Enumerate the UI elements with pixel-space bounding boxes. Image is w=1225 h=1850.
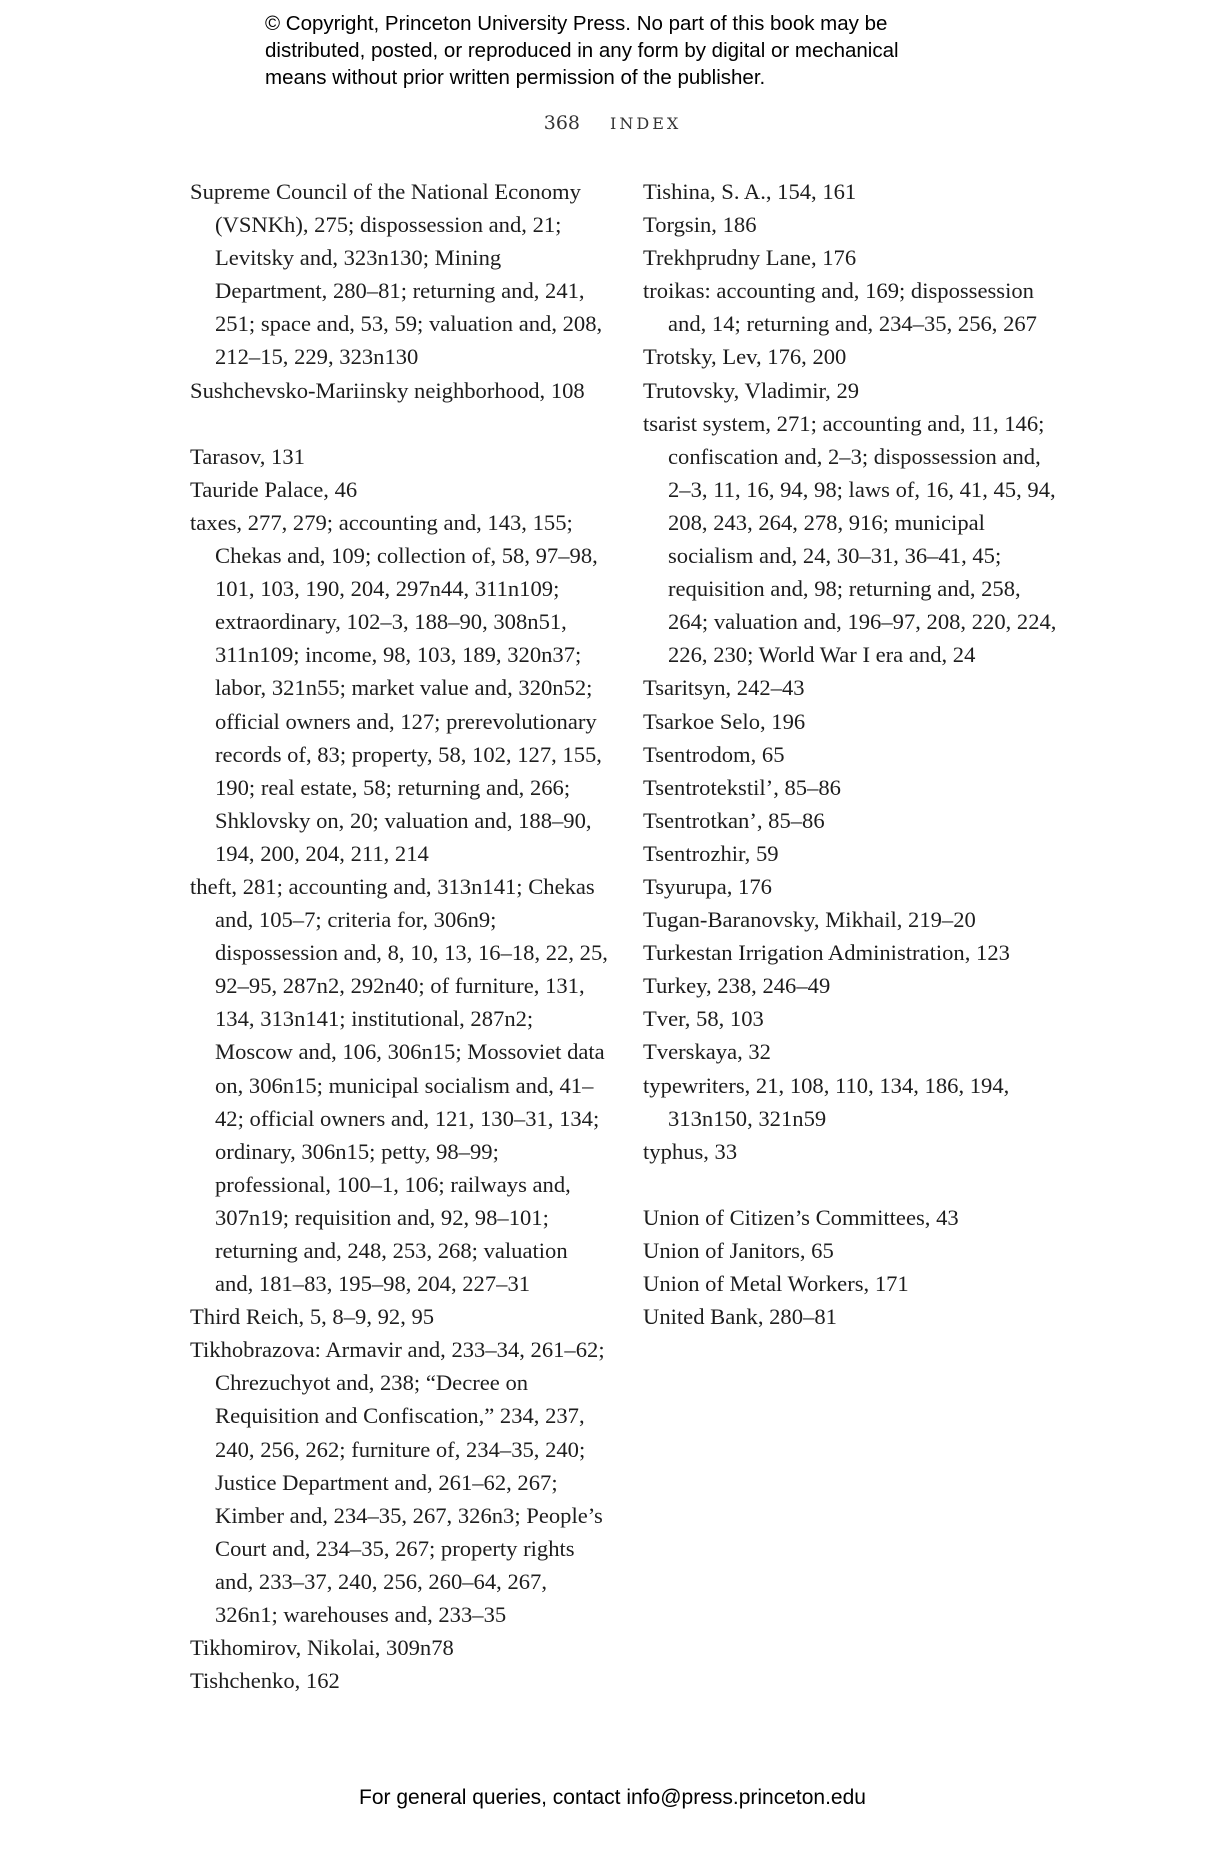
page-number: 368 bbox=[543, 112, 580, 134]
footer-contact: For general queries, contact info@press.princeton.edu bbox=[359, 1786, 866, 1809]
copyright-notice bbox=[265, 10, 1025, 91]
index-entry: Trotsky, Lev, 176, 200 bbox=[643, 344, 847, 370]
index-entry: Tverskaya, 32 bbox=[643, 1039, 771, 1065]
index-entry: Union of Janitors, 65 bbox=[643, 1238, 834, 1263]
index-entry: Third Reich, 5, 8–9, 92, 95 bbox=[190, 1304, 435, 1330]
index-entry: Torgsin, 186 bbox=[643, 212, 757, 238]
index-entry: troikas: accounting and, 169; dispossession and, 14; returning and, 234–35, 256, 267 bbox=[643, 278, 1037, 337]
copyright-line-2: distributed, posted, or reproduced in any form by digital or mechanical bbox=[265, 39, 899, 62]
index-entry: Tsentrozhir, 59 bbox=[643, 840, 779, 866]
index-entry: Tauride Palace, 46 bbox=[190, 476, 358, 502]
running-head bbox=[0, 112, 1225, 134]
index-column-right bbox=[643, 175, 1063, 1366]
index-entry: Supreme Council of the National Economy (VSNKh), 275; dispossession and, 21; Levitsky and, 323n130; Mining Department, 280–81; returning and, 241, 251; space and, 53, 59; valuation and, 208, 212–15, 229, 323n130 bbox=[190, 179, 603, 370]
index-entry: Tsyurupa, 176 bbox=[643, 873, 772, 899]
letter-group-gap bbox=[643, 1168, 1063, 1201]
index-entry: typhus, 33 bbox=[643, 1138, 738, 1164]
letter-group-gap bbox=[190, 407, 610, 440]
index-entry: Trutovsky, Vladimir, 29 bbox=[643, 377, 860, 403]
index-entry: theft, 281; accounting and, 313n141; Chekas and, 105–7; criteria for, 306n9; dispossession and, 8, 10, 13, 16–18, 22, 25, 92–95, 287n2, 292n40; of furniture, 131, 134, 313n141; institutional, 287n2; Moscow and, 106, 306n15; Mossoviet data on, 306n15; municipal socialism and, 41–42; official owners and, 121, 130–31, 134; ordinary, 306n15; petty, 98–99; professional, 100–1, 106; railways and, 307n19; requisition and, 92, 98–101; returning and, 248, 253, 268; valuation and, 181–83, 195–98, 204, 227–31 bbox=[190, 873, 608, 1297]
index-entry: Turkestan Irrigation Administration, 123 bbox=[643, 940, 1010, 966]
letter-group-gap bbox=[643, 1333, 1063, 1366]
index-entry: Tugan-Baranovsky, Mikhail, 219–20 bbox=[643, 907, 976, 933]
index-entry: Union of Metal Workers, 171 bbox=[643, 1271, 909, 1297]
index-entry: Tsentrotkan’, 85–86 bbox=[643, 807, 825, 833]
index-entry: Tsentrodom, 65 bbox=[643, 741, 785, 767]
index-entry: Tishchenko, 162 bbox=[190, 1668, 340, 1694]
index-column-left bbox=[190, 175, 610, 1697]
index-entry: Tarasov, 131 bbox=[190, 443, 305, 469]
index-entry: taxes, 277, 279; accounting and, 143, 155; Chekas and, 109; collection of, 58, 97–98, 101, 103, 190, 204, 297n44, 311n109; extraordinary, 102–3, 188–90, 308n51, 311n109; income, 98, 103, 189, 320n37; labor, 321n55; market value and, 320n52; official owners and, 127; prerevolutionary records of, 83; property, 58, 102, 127, 155, 190; real estate, 58; returning and, 266; Shklovsky on, 20; valuation and, 188–90, 194, 200, 204, 211, 214 bbox=[190, 509, 602, 866]
index-entry: Tikhomirov, Nikolai, 309n78 bbox=[190, 1635, 454, 1661]
copyright-line-1: © Copyright, Princeton University Press. No part of this book may be bbox=[265, 12, 888, 35]
index-entry: United Bank, 280–81 bbox=[643, 1304, 837, 1330]
copyright-line-3: means without prior written permission of the publisher. bbox=[265, 66, 766, 89]
index-entry: tsarist system, 271; accounting and, 11, 146; confiscation and, 2–3; dispossession and, 2–3, 11, 16, 94, 98; laws of, 16, 41, 45, 94, 208, 243, 264, 278, 916; municipal socialism and, 24, 30–31, 36–41, 45; requisition and, 98; returning and, 258, 264; valuation and, 196–97, 208, 220, 224, 226, 230; World War I era and, 24 bbox=[643, 410, 1057, 668]
index-entry: Tikhobrazova: Armavir and, 233–34, 261–62; Chrezuchyot and, 238; “Decree on Requisition and Confiscation,” 234, 237, 240, 256, 262; furniture of, 234–35, 240; Justice Department and, 261–62, 267; Kimber and, 234–35, 267, 326n3; People’s Court and, 234–35, 267; property rights and, 233–37, 240, 256, 260–64, 267, 326n1; warehouses and, 233–35 bbox=[190, 1337, 605, 1628]
index-entry: Trekhprudny Lane, 176 bbox=[643, 245, 857, 271]
index-entry: Turkey, 238, 246–49 bbox=[643, 973, 831, 999]
index-entry: Tsarkoe Selo, 196 bbox=[643, 708, 806, 734]
index-entry: Tishina, S. A., 154, 161 bbox=[643, 179, 857, 204]
index-entry: Sushchevsko-Mariinsky neighborhood, 108 bbox=[190, 377, 585, 403]
index-entry: Tsaritsyn, 242–43 bbox=[643, 675, 805, 701]
index-entry: typewriters, 21, 108, 110, 134, 186, 194, 313n150, 321n59 bbox=[643, 1072, 1010, 1131]
index-entry: Tsentrotekstil’, 85–86 bbox=[643, 774, 841, 800]
index-entry: Tver, 58, 103 bbox=[643, 1006, 764, 1032]
index-entry: Union of Citizen’s Committees, 43 bbox=[643, 1204, 959, 1230]
section-title: INDEX bbox=[610, 114, 682, 133]
